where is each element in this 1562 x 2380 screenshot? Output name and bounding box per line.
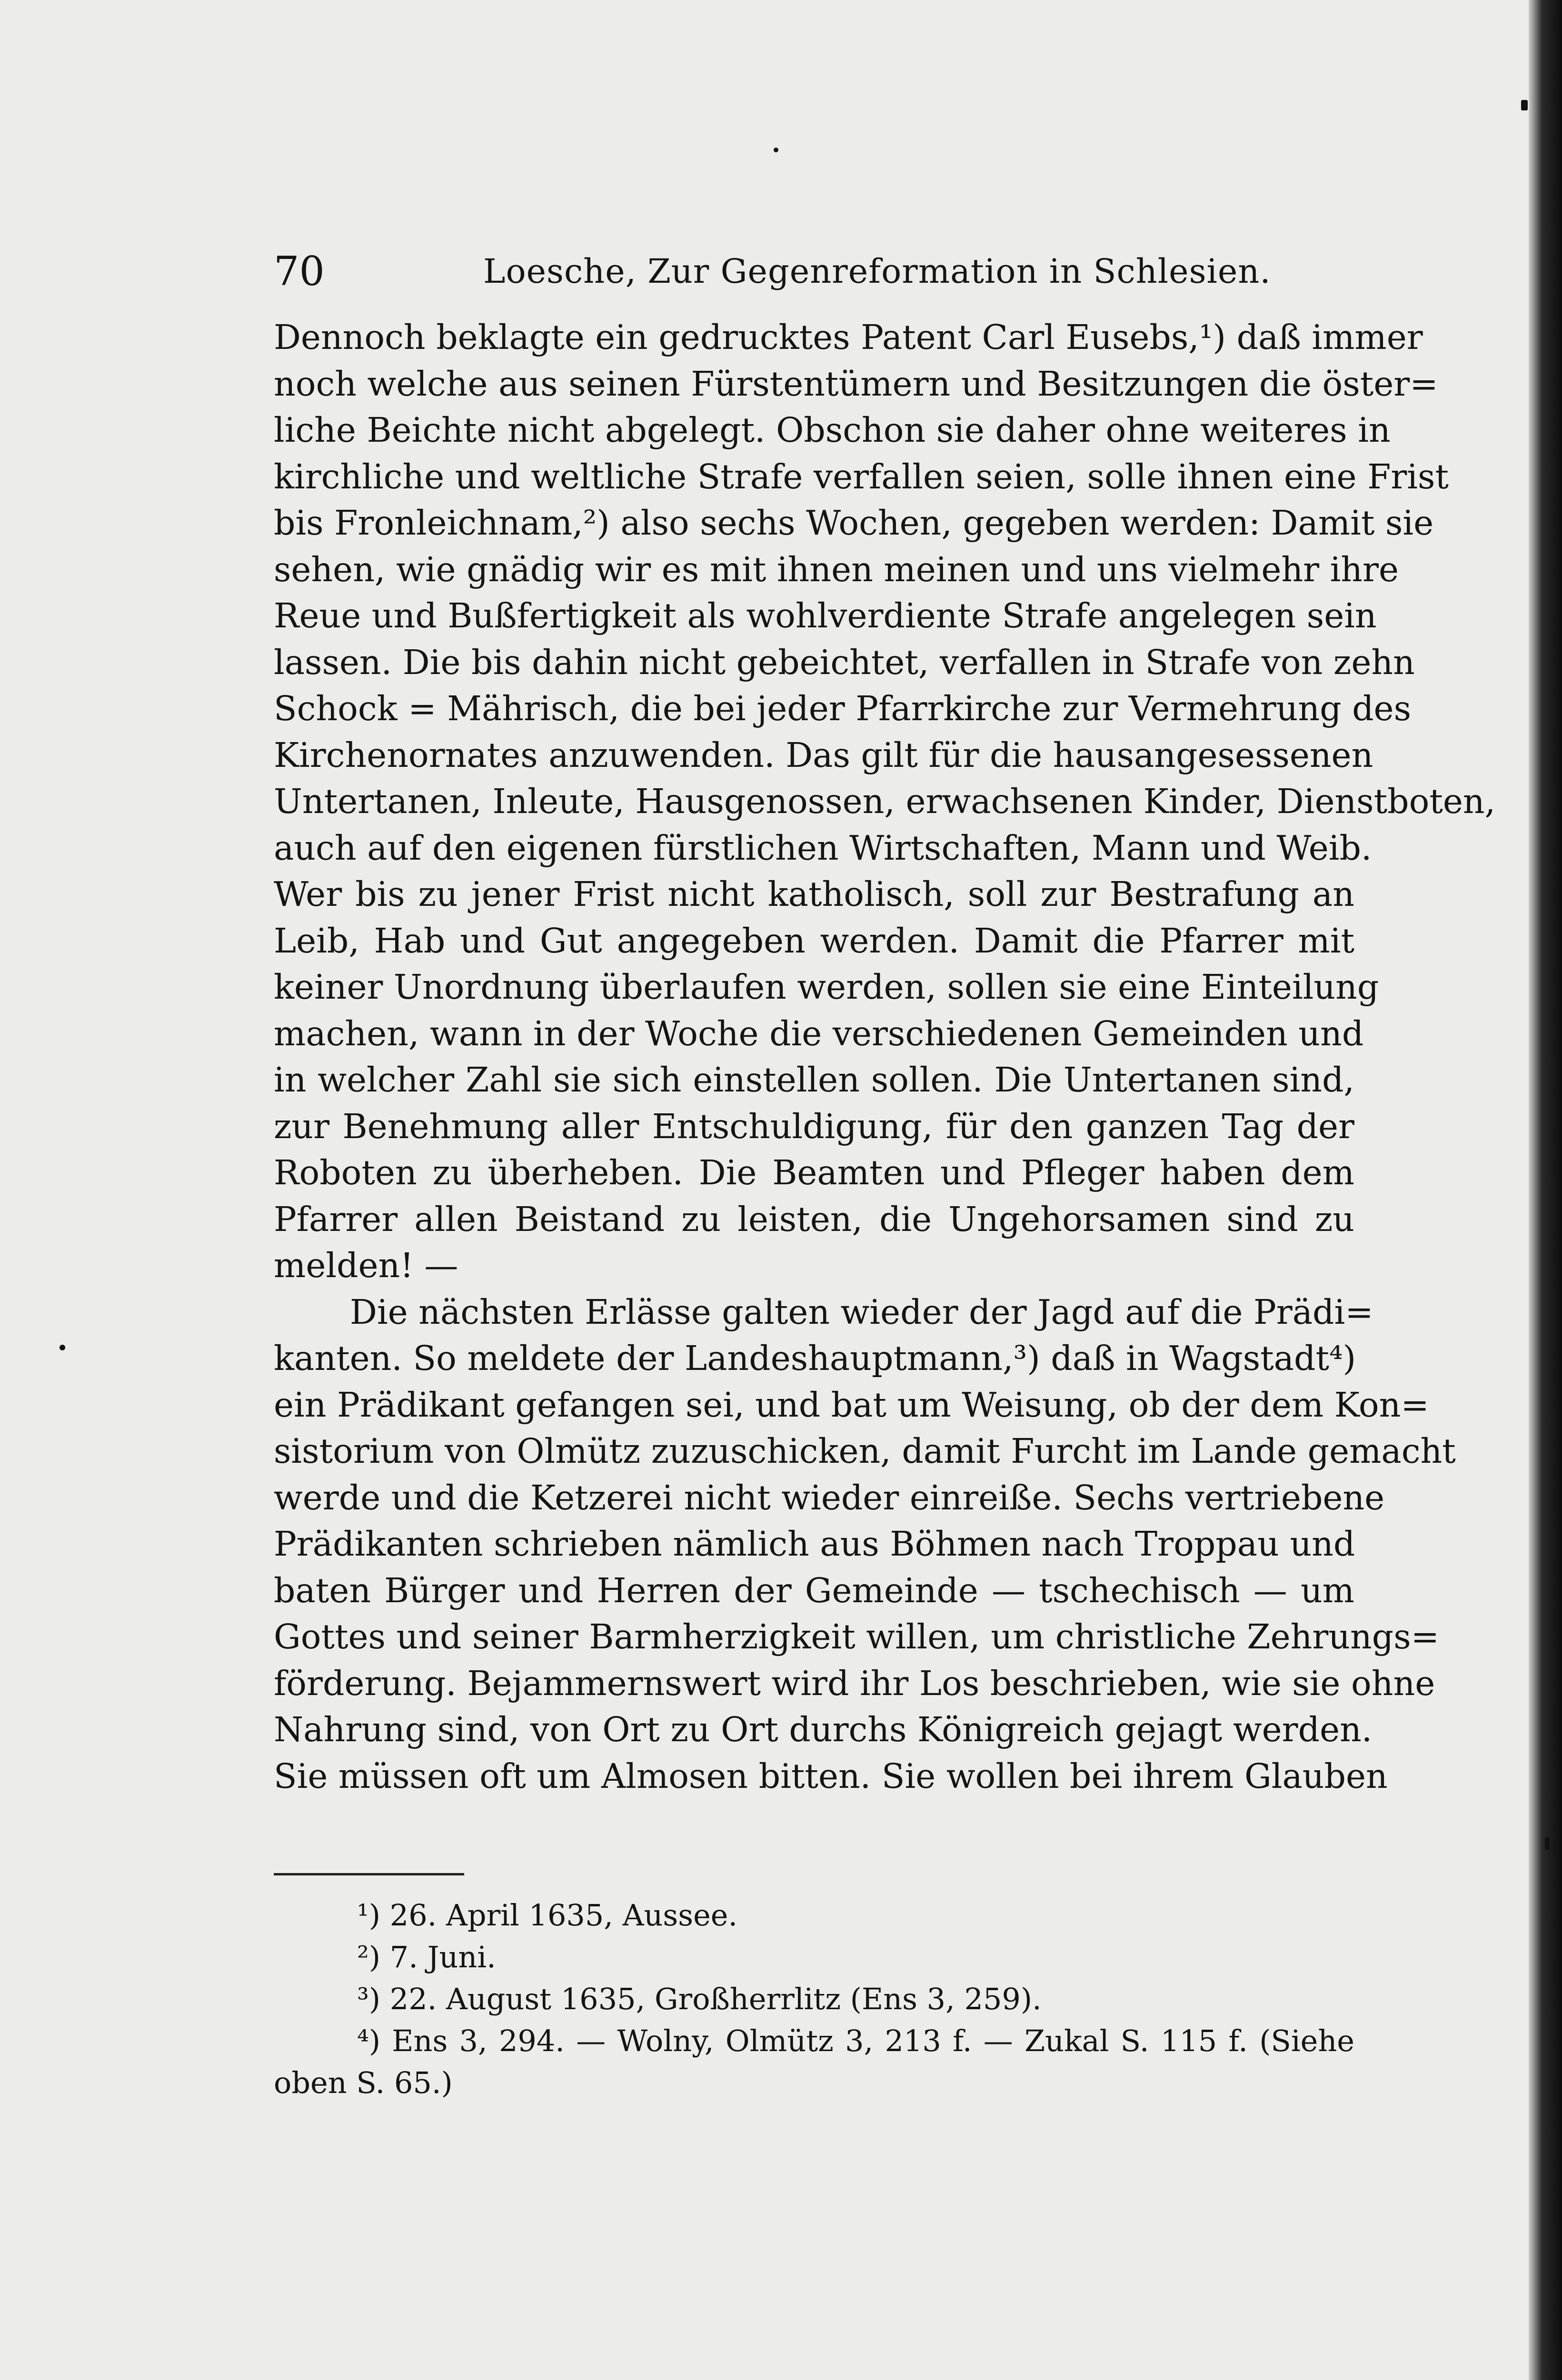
- text-line: Kirchenornates anzuwenden. Das gilt für die hausangesessenen: [274, 735, 1373, 775]
- page-number: 70: [274, 248, 325, 295]
- text-line: Pfarrer allen Beistand zu leisten, die Ungehorsamen sind zu: [274, 1199, 1354, 1239]
- footnotes: [274, 1894, 1354, 2104]
- dust-speck: [60, 1345, 65, 1350]
- text-line: Untertanen, Inleute, Hausgenossen, erwachsenen Kinder, Dienstboten,: [274, 782, 1496, 821]
- text-line: Dennoch beklagte ein gedrucktes Patent Carl Eusebs,¹) daß immer: [274, 317, 1423, 357]
- main-text: [274, 314, 1496, 1799]
- running-title: Loesche, Zur Gegenreformation in Schlesien.: [483, 252, 1271, 291]
- text-line: noch welche aus seinen Fürstentümern und Besitzungen die öster=: [274, 364, 1438, 404]
- text-line: werde und die Ketzerei nicht wieder einreiße. Sechs vertriebene: [274, 1478, 1385, 1517]
- footnote-4: ⁴) Ens 3, 294. — Wolny, Olmütz 3, 213 f. — Zukal S. 115 f. (Siehe: [357, 2023, 1354, 2058]
- text-line: zur Benehmung aller Entschuldigung, für den ganzen Tag der: [274, 1106, 1354, 1146]
- text-line: Wer bis zu jener Frist nicht katholisch, soll zur Bestrafung an: [274, 874, 1354, 914]
- page-header: [274, 243, 1271, 300]
- text-line: Sie müssen oft um Almosen bitten. Sie wollen bei ihrem Glauben: [274, 1756, 1388, 1796]
- book-edge-shadow: [1529, 0, 1562, 2380]
- footnote-4-continued: oben S. 65.): [274, 2065, 453, 2100]
- paragraph-end-line: melden! —: [274, 1246, 458, 1285]
- dust-speck: [1545, 1837, 1550, 1850]
- text-line: ein Prädikant gefangen sei, und bat um Weisung, ob der dem Kon=: [274, 1385, 1429, 1425]
- text-line: bis Fronleichnam,²) also sechs Wochen, gegeben werden: Damit sie: [274, 503, 1434, 543]
- text-line: sistorium von Olmütz zuzuschicken, damit Furcht im Lande gemacht: [274, 1431, 1456, 1471]
- dust-speck: [1521, 100, 1528, 110]
- text-line: machen, wann in der Woche die verschiedenen Gemeinden und: [274, 1013, 1364, 1053]
- text-line: Nahrung sind, von Ort zu Ort durchs Königreich gejagt werden.: [274, 1710, 1373, 1749]
- text-line: Gottes und seiner Barmherzigkeit willen, um christliche Zehrungs=: [274, 1617, 1440, 1656]
- footnote-separator: [274, 1873, 464, 1875]
- text-line: lassen. Die bis dahin nicht gebeichtet, verfallen in Strafe von zehn: [274, 642, 1415, 682]
- footnote-3: ³) 22. August 1635, Großherrlitz (Ens 3, 259).: [357, 1982, 1042, 2016]
- paragraph-start-line: Die nächsten Erlässe galten wieder der Jagd auf die Prädi=: [350, 1292, 1373, 1332]
- text-line: Roboten zu überheben. Die Beamten und Pfleger haben dem: [274, 1153, 1354, 1192]
- footnote-2: ²) 7. Juni.: [357, 1940, 496, 1974]
- text-line: Prädikanten schrieben nämlich aus Böhmen nach Troppau und: [274, 1524, 1355, 1564]
- text-line: kanten. So meldete der Landeshauptmann,³) daß in Wagstadt⁴): [274, 1339, 1356, 1378]
- dust-speck: [774, 148, 778, 152]
- text-line: auch auf den eigenen fürstlichen Wirtschaften, Mann und Weib.: [274, 828, 1372, 868]
- book-page: [274, 228, 1496, 2132]
- text-line: Reue und Bußfertigkeit als wohlverdiente Strafe angelegen sein: [274, 596, 1377, 635]
- text-line: Leib, Hab und Gut angegeben werden. Damit die Pfarrer mit: [274, 921, 1354, 961]
- text-line: förderung. Bejammernswert wird ihr Los beschrieben, wie sie ohne: [274, 1663, 1435, 1703]
- text-line: baten Bürger und Herren der Gemeinde — tschechisch — um: [274, 1570, 1354, 1610]
- text-line: keiner Unordnung überlaufen werden, sollen sie eine Einteilung: [274, 967, 1379, 1007]
- footnote-1: ¹) 26. April 1635, Aussee.: [357, 1898, 738, 1933]
- text-line: liche Beichte nicht abgelegt. Obschon sie daher ohne weiteres in: [274, 410, 1391, 450]
- text-line: kirchliche und weltliche Strafe verfallen seien, solle ihnen eine Frist: [274, 456, 1449, 496]
- text-line: Schock = Mährisch, die bei jeder Pfarrkirche zur Vermehrung des: [274, 689, 1412, 728]
- text-line: sehen, wie gnädig wir es mit ihnen meinen und uns vielmehr ihre: [274, 549, 1399, 589]
- text-line: in welcher Zahl sie sich einstellen sollen. Die Untertanen sind,: [274, 1060, 1354, 1100]
